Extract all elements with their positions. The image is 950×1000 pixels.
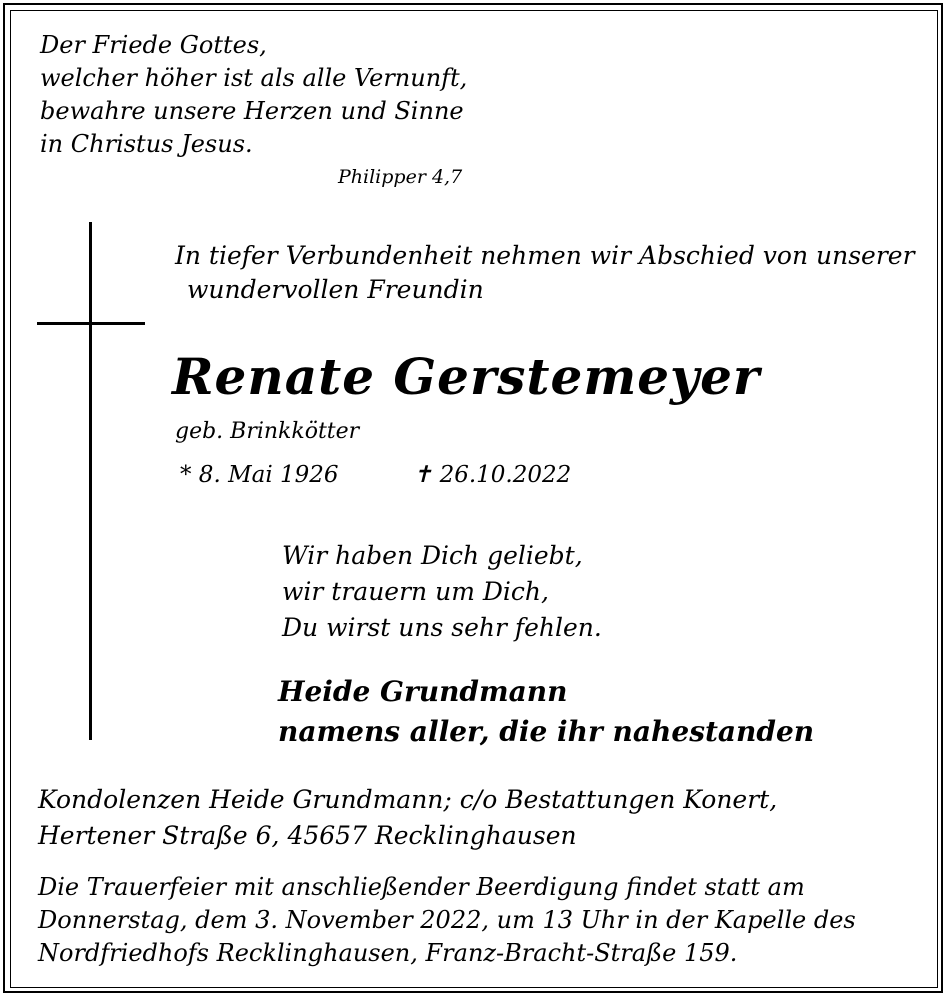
condolences-line-1: Kondolenzen Heide Grundmann; c/o Bestattungen Konert, <box>38 785 778 814</box>
maiden-name: geb. Brinkkötter <box>175 419 360 444</box>
intro-line-2: wundervollen Freundin <box>187 275 484 304</box>
deceased-name: Renate Gerstemeyer <box>172 347 761 406</box>
poem <box>282 543 602 651</box>
funeral-service-info <box>38 875 856 974</box>
bible-verse <box>40 33 467 165</box>
condolences-line-2: Hertener Straße 6, 45657 Recklinghausen <box>38 821 577 850</box>
cross-vertical-bar <box>89 222 92 740</box>
verse-line: bewahre unsere Herzen und Sinne <box>40 97 464 125</box>
condolences <box>38 787 777 859</box>
verse-line: welcher höher ist als alle Vernunft, <box>40 64 468 92</box>
poem-line: wir trauern um Dich, <box>282 577 549 606</box>
verse-line: Der Friede Gottes, <box>40 31 267 59</box>
verse-reference: Philipper 4,7 <box>338 166 463 188</box>
service-line-3: Nordfriedhofs Recklinghausen, Franz-Bracht-Straße 159. <box>38 939 738 967</box>
cross-horizontal-bar <box>37 322 145 325</box>
signature <box>278 675 815 758</box>
intro-line-1: In tiefer Verbundenheit nehmen wir Abschied von unserer <box>175 241 915 270</box>
signature-name: Heide Grundmann <box>278 675 568 708</box>
poem-line: Wir haben Dich geliebt, <box>282 541 583 570</box>
death-date: ✝ 26.10.2022 <box>413 462 572 488</box>
signature-note: namens aller, die ihr nahestanden <box>278 715 815 748</box>
birth-date: * 8. Mai 1926 <box>180 462 339 488</box>
intro-text <box>175 243 915 311</box>
verse-line: in Christus Jesus. <box>40 130 253 158</box>
service-line-2: Donnerstag, dem 3. November 2022, um 13 Uhr in der Kapelle des <box>38 906 856 934</box>
poem-line: Du wirst uns sehr fehlen. <box>282 613 602 642</box>
service-line-1: Die Trauerfeier mit anschließender Beerdigung findet statt am <box>38 873 805 901</box>
